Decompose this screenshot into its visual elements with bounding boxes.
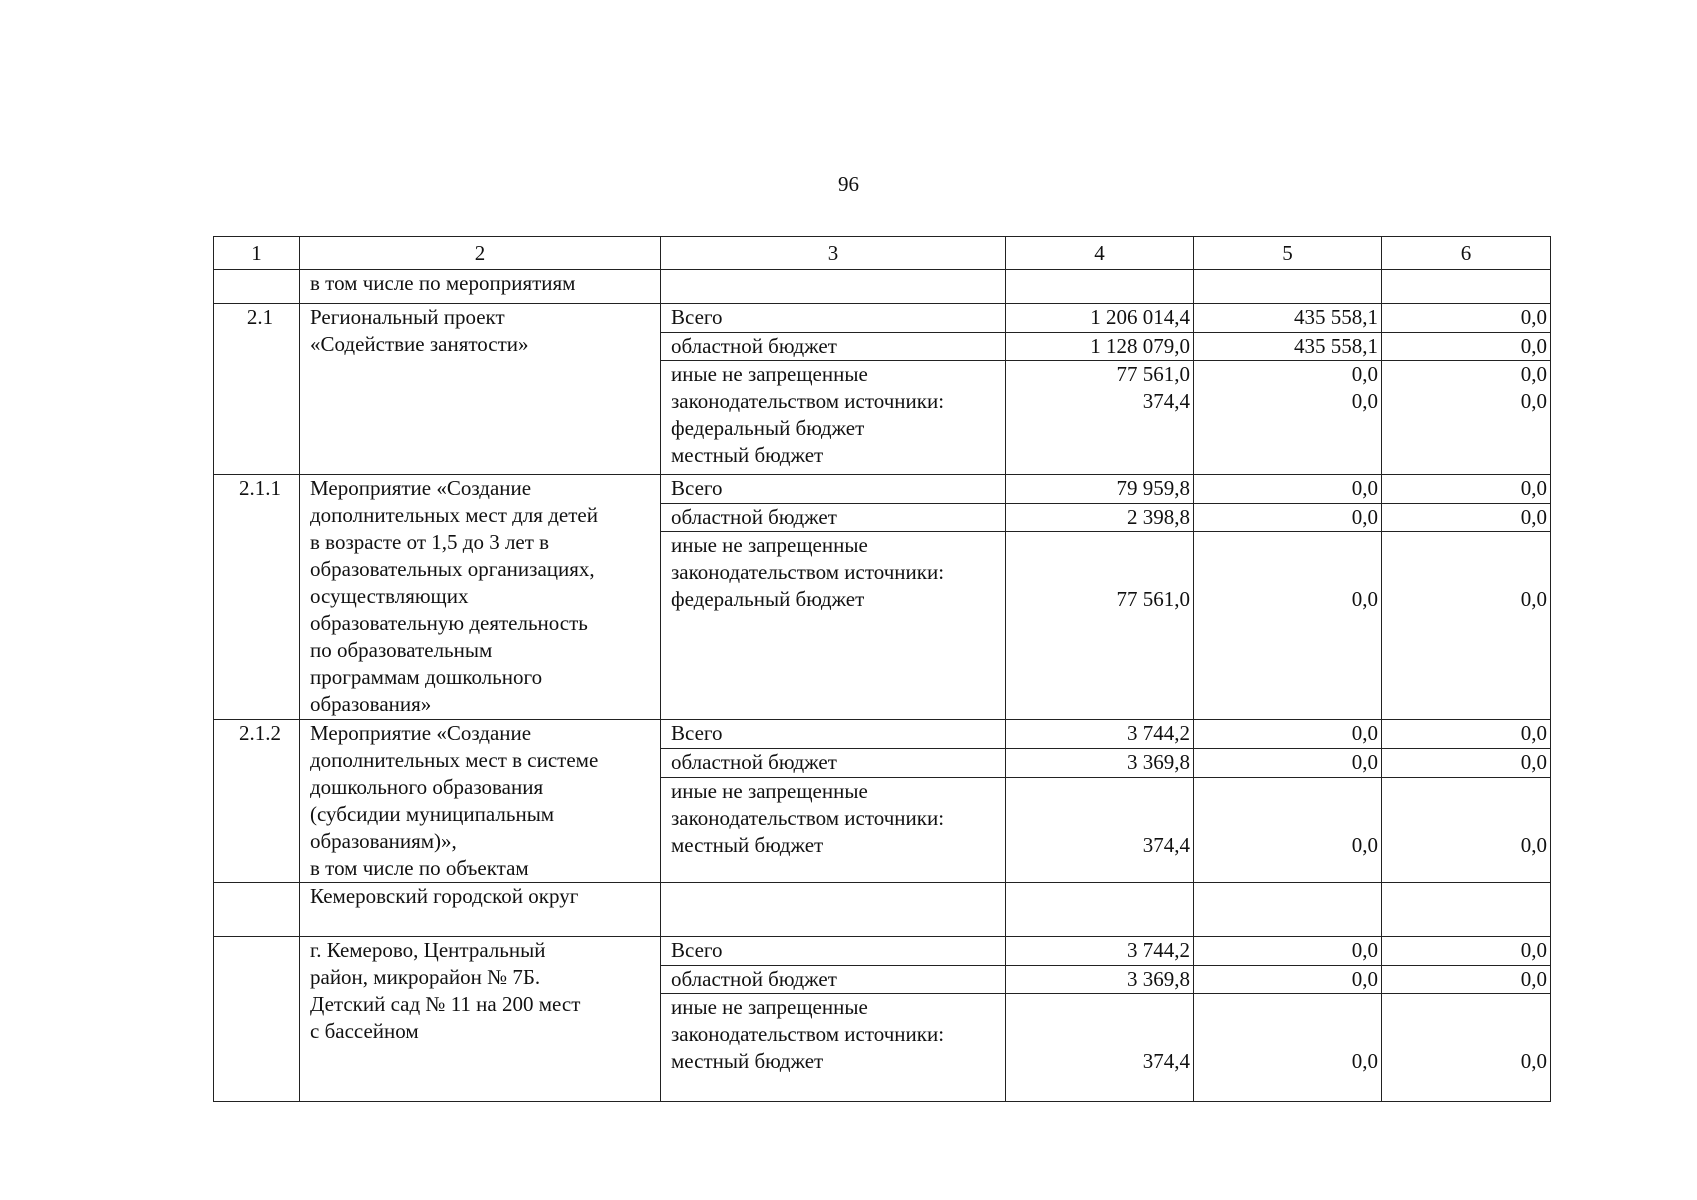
value-cell	[1382, 532, 1551, 720]
value-cell	[1382, 777, 1551, 882]
table-row	[214, 304, 1551, 333]
header-cell: 5	[1194, 237, 1382, 270]
table-cell	[1194, 270, 1382, 304]
row-title	[300, 475, 661, 720]
title-line: дополнительных мест в системе	[310, 748, 599, 772]
source-line: местный бюджет	[671, 443, 824, 467]
header-cell: 4	[1006, 237, 1194, 270]
value-line: 0,0	[1520, 832, 1547, 857]
source-line: иные не запрещенные	[671, 995, 868, 1019]
title-line: образовательную деятельность	[310, 611, 588, 635]
value-cell: 0,0	[1194, 749, 1382, 777]
table-cell	[1382, 270, 1551, 304]
value-cell: 0,0	[1382, 475, 1551, 504]
value-cell	[1194, 994, 1382, 1102]
row-number: 2.1.1	[214, 475, 300, 720]
source-label: областной бюджет	[661, 749, 1006, 777]
source-line: законодательством источники:	[671, 1022, 945, 1046]
value-cell: 435 558,1	[1194, 333, 1382, 361]
title-line: осуществляющих	[310, 584, 469, 608]
value-cell	[1006, 777, 1194, 882]
title-line: дополнительных мест для детей	[310, 503, 598, 527]
source-line: иные не запрещенные	[671, 362, 868, 386]
title-line: образовательных организациях,	[310, 557, 595, 581]
source-line: законодательством источники:	[671, 560, 945, 584]
table-row	[214, 720, 1551, 749]
value-cell: 0,0	[1194, 966, 1382, 994]
value-line: 0,0	[1351, 832, 1378, 857]
title-line: программам дошкольного	[310, 665, 543, 689]
source-line: местный бюджет	[671, 1049, 824, 1073]
value-cell: 3 744,2	[1006, 937, 1194, 966]
value-cell	[1382, 994, 1551, 1102]
value-cell	[1006, 994, 1194, 1102]
table-row	[214, 937, 1551, 966]
header-cell: 6	[1382, 237, 1551, 270]
table-cell	[214, 883, 300, 937]
value-line: 77 561,0	[1116, 587, 1190, 611]
value-line: 0,0	[1520, 389, 1547, 413]
table-row	[214, 475, 1551, 504]
source-label: областной бюджет	[661, 333, 1006, 361]
title-line: дошкольного образования	[310, 775, 544, 799]
value-cell	[1194, 532, 1382, 720]
value-line: 374,4	[1142, 1049, 1190, 1073]
title-line: по образовательным	[310, 638, 493, 662]
value-cell	[1006, 532, 1194, 720]
table-cell	[1006, 270, 1194, 304]
value-cell	[1194, 361, 1382, 475]
header-cell: 2	[300, 237, 661, 270]
value-cell: 0,0	[1382, 937, 1551, 966]
value-cell: 0,0	[1382, 304, 1551, 333]
district-label: Кемеровский городской округ	[300, 883, 661, 937]
table-row	[214, 883, 1551, 937]
value-cell	[1382, 361, 1551, 475]
value-line: 77 561,0	[1116, 362, 1190, 386]
source-line: федеральный бюджет	[671, 587, 865, 611]
value-cell: 435 558,1	[1194, 304, 1382, 333]
source-label: Всего	[661, 937, 1006, 966]
table-cell	[214, 937, 300, 1102]
header-cell: 3	[661, 237, 1006, 270]
value-cell	[1194, 777, 1382, 882]
value-line: 0,0	[1520, 587, 1547, 611]
table-cell	[214, 270, 300, 304]
value-line: 0,0	[1351, 587, 1378, 611]
title-line: в возрасте от 1,5 до 3 лет в	[310, 530, 550, 554]
intro-label: в том числе по мероприятиям	[300, 270, 661, 304]
page-number: 96	[838, 172, 859, 196]
title-line: г. Кемерово, Центральный	[310, 938, 546, 962]
source-label: Всего	[661, 304, 1006, 333]
value-cell: 0,0	[1194, 720, 1382, 749]
value-line: 374,4	[1142, 389, 1190, 413]
value-cell: 3 369,8	[1006, 749, 1194, 777]
source-label	[661, 532, 1006, 720]
source-line: иные не запрещенные	[671, 533, 868, 557]
value-cell: 0,0	[1382, 720, 1551, 749]
value-line: 0,0	[1351, 1049, 1378, 1073]
source-label: Всего	[661, 475, 1006, 504]
source-label	[661, 777, 1006, 882]
source-line: иные не запрещенные	[671, 778, 868, 803]
title-line: Мероприятие «Создание	[310, 721, 532, 745]
value-cell: 0,0	[1382, 504, 1551, 532]
value-cell: 0,0	[1194, 937, 1382, 966]
row-number: 2.1	[214, 304, 300, 475]
table-cell	[661, 883, 1006, 937]
value-cell: 1 128 079,0	[1006, 333, 1194, 361]
value-cell: 0,0	[1382, 966, 1551, 994]
row-title	[300, 937, 661, 1102]
title-line: Региональный проект	[310, 305, 505, 329]
source-label	[661, 361, 1006, 475]
title-line: образованиям)»,	[310, 829, 457, 853]
value-line: 0,0	[1520, 362, 1547, 386]
title-line: (субсидии муниципальным	[310, 802, 555, 826]
title-line: Мероприятие «Создание	[310, 476, 532, 500]
value-cell: 0,0	[1382, 749, 1551, 777]
row-title	[300, 720, 661, 883]
value-cell: 1 206 014,4	[1006, 304, 1194, 333]
source-line: законодательством источники:	[671, 389, 945, 413]
value-cell	[1006, 361, 1194, 475]
title-line: «Содействие занятости»	[310, 332, 529, 356]
value-cell: 0,0	[1194, 475, 1382, 504]
value-cell: 3 369,8	[1006, 966, 1194, 994]
table-row	[214, 270, 1551, 304]
title-line: Детский сад № 11 на 200 мест	[310, 992, 581, 1016]
title-line: образования»	[310, 692, 432, 716]
value-cell: 0,0	[1194, 504, 1382, 532]
source-label	[661, 994, 1006, 1102]
value-line: 374,4	[1142, 832, 1190, 857]
value-cell: 0,0	[1382, 333, 1551, 361]
source-label: областной бюджет	[661, 504, 1006, 532]
row-title	[300, 304, 661, 475]
table-cell	[1382, 883, 1551, 937]
header-cell: 1	[214, 237, 300, 270]
source-label: Всего	[661, 720, 1006, 749]
value-cell: 2 398,8	[1006, 504, 1194, 532]
source-label: областной бюджет	[661, 966, 1006, 994]
source-line: законодательством источники:	[671, 805, 945, 830]
table-cell	[1006, 883, 1194, 937]
budget-table	[213, 236, 1551, 1102]
table-cell	[1194, 883, 1382, 937]
table-header-row	[214, 237, 1551, 270]
title-line: район, микрорайон № 7Б.	[310, 965, 541, 989]
value-line: 0,0	[1520, 1049, 1547, 1073]
title-line: в том числе по объектам	[310, 856, 529, 880]
table-cell	[661, 270, 1006, 304]
title-line: с бассейном	[310, 1019, 419, 1043]
value-line: 0,0	[1351, 389, 1378, 413]
source-line: местный бюджет	[671, 832, 824, 857]
value-cell: 3 744,2	[1006, 720, 1194, 749]
value-cell: 79 959,8	[1006, 475, 1194, 504]
source-line: федеральный бюджет	[671, 416, 865, 440]
row-number: 2.1.2	[214, 720, 300, 883]
value-line: 0,0	[1351, 362, 1378, 386]
